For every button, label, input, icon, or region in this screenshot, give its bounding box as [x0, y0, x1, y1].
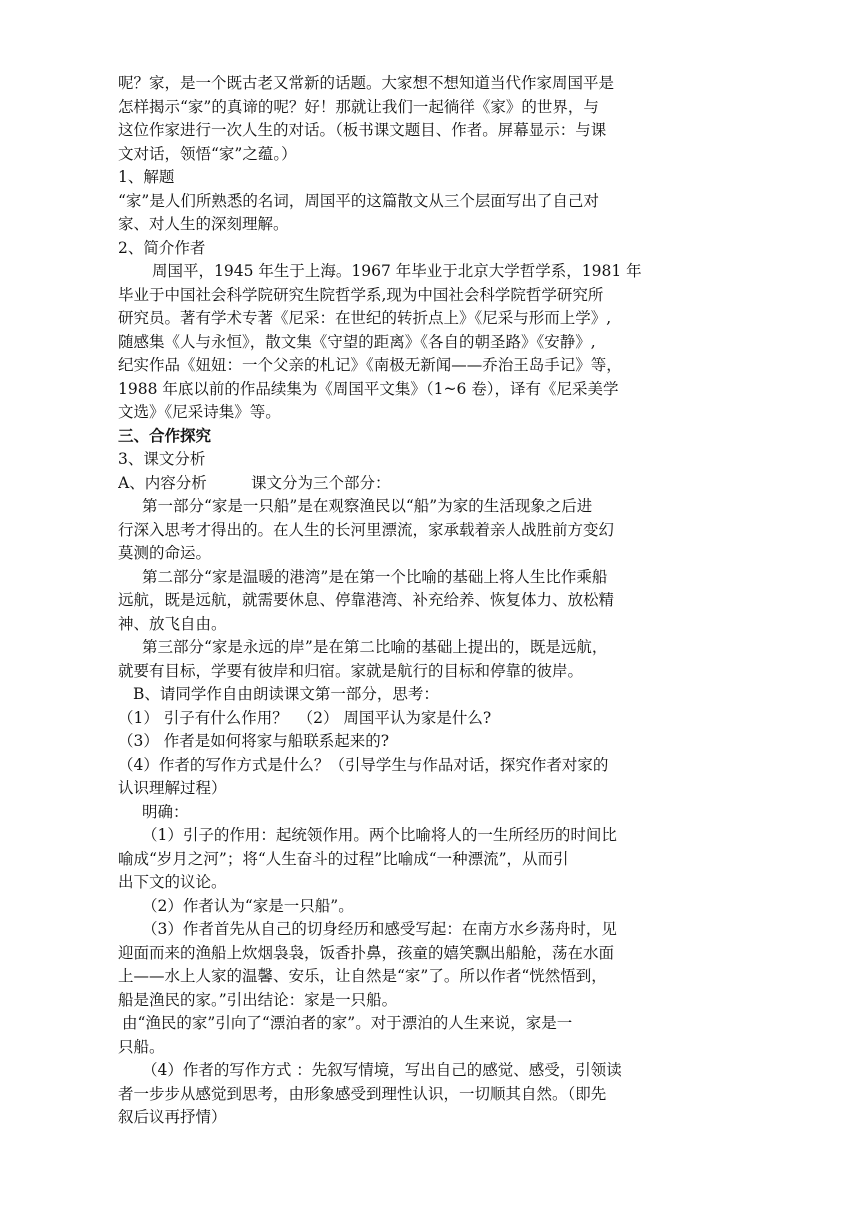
- lesson-plan-text: [118, 72, 740, 1130]
- answer-2: （2）作者认为“家是一只船”。: [142, 896, 354, 915]
- heading-2-author-intro: 2、简介作者: [118, 238, 206, 257]
- heading-1-title-explanation: 1、解题: [118, 168, 175, 186]
- text-line-13: 纪实作品《妞妞：一个父亲的札记》《南极无新闻——乔治王岛手记》等，: [118, 356, 622, 374]
- text-line-31: 认识理解过程）: [118, 779, 227, 797]
- question-3: （3） 作者是如何将家与船联系起来的?: [118, 732, 390, 750]
- text-line-10: 毕业于中国社会科学院研究生院哲学系,现为中国社会科学院哲学研究所: [118, 285, 604, 304]
- answer-1-line-2: 喻成“岁月之河”；将“人生奋斗的过程”比喻成“一种漂流”，从而引: [118, 849, 569, 868]
- answer-label: 明确：: [142, 802, 189, 821]
- text-line-9: 周国平，1945 年生于上海。1967 年毕业于北京大学哲学系，1981 年: [152, 262, 642, 280]
- text-line-15: 文选》《尼采诗集》等。: [118, 403, 281, 421]
- heading-3-text-analysis: 3、课文分析: [118, 450, 206, 468]
- text-line-4: 文对话，领悟“家”之蕴。）: [118, 144, 297, 163]
- text-line-1: 呢？家，是一个既古老又常新的话题。大家想不想知道当代作家周国平是: [118, 74, 615, 92]
- answer-1-line-3: 出下文的议论。: [118, 873, 227, 891]
- text-line-12: 随感集《人与永恒》，散文集《守望的距离》《各自的朝圣路》《安静》,: [118, 332, 596, 351]
- text-line-41: 由“渔民的家”引向了“漂泊者的家”。对于漂泊的人生来说，家是一: [122, 1014, 573, 1032]
- heading-b-reading-task: B、请同学作自由朗读课文第一部分，思考：: [133, 685, 439, 703]
- text-line-11: 研究员。著有学术专著《尼采：在世纪的转折点上》《尼采与形而上学》,: [118, 309, 612, 327]
- text-line-7: 家、对人生的深刻理解。: [118, 215, 289, 233]
- text-line-2: 怎样揭示“家”的真谛的呢？好！那就让我们一起徜徉《家》的世界，与: [118, 97, 599, 116]
- answer-3-line-1: （3）作者首先从自己的切身经历和感受写起：在南方水乡荡舟时，见: [142, 920, 617, 938]
- question-1-2: （1） 引子有什么作用？ （2） 周国平认为家是什么?: [118, 708, 492, 727]
- answer-1-line-1: （1）引子的作用：起统领作用。两个比喻将人的一生所经历的时间比: [142, 826, 617, 844]
- text-line-42: 只船。: [118, 1037, 165, 1056]
- answer-3-line-4: 船是渔民的家。”引出结论：家是一只船。: [118, 990, 398, 1009]
- answer-3-line-2: 迎面而来的渔船上炊烟袅袅，饭香扑鼻，孩童的嬉笑飘出船舱，荡在水面: [118, 943, 615, 962]
- text-line-19: 第一部分“家是一只船”是在观察渔民以“船”为家的生活现象之后进: [142, 497, 593, 515]
- answer-3-line-3: 上——水上人家的温馨、安乐，让自然是“家”了。所以作者“恍然悟到，: [118, 967, 607, 985]
- heading-a-content-analysis: A、内容分析 课文分为三个部分：: [118, 473, 391, 492]
- text-line-3: 这位作家进行一次人生的对话。（板书课文题目、作者。屏幕显示：与课: [118, 121, 607, 139]
- section-heading-cooperative-inquiry: 三、合作探究: [118, 426, 212, 445]
- answer-4-line-2: 者一步步从感觉到思考，由形象感受到理性认识，一切顺其自然。（即先: [118, 1084, 607, 1103]
- text-line-6: “家”是人们所熟悉的名词，周国平的这篇散文从三个层面写出了自己对: [118, 191, 599, 210]
- text-line-25: 第三部分“家是永远的岸”是在第二比喻的基础上提出的，既是远航，: [142, 638, 608, 656]
- text-line-20: 行深入思考才得出的。在人生的长河里漂流，家承载着亲人战胜前方变幻: [118, 520, 615, 539]
- text-line-14: 1988 年底以前的作品续集为《周国平文集》（1~6 卷），译有《尼采美学: [118, 379, 619, 398]
- question-4: （4）作者的写作方式是什么？（引导学生与作品对话，探究作者对家的: [118, 755, 609, 774]
- text-line-22: 第二部分“家是温暖的港湾”是在第一个比喻的基础上将人生比作乘船: [142, 567, 608, 586]
- text-line-24: 神、放飞自由。: [118, 614, 227, 633]
- answer-4-line-1: （4）作者的写作方式 ：先叙写情境，写出自己的感觉、感受，引领读: [142, 1061, 622, 1079]
- text-line-21: 莫测的命运。: [118, 544, 212, 562]
- answer-4-line-3: 叙后议再抒情）: [118, 1108, 227, 1126]
- text-line-23: 远航，既是远航，就需要休息、停靠港湾、补充给养、恢复体力、放松精: [118, 591, 615, 609]
- text-line-26: 就要有目标，学要有彼岸和归宿。家就是航行的目标和停靠的彼岸。: [118, 661, 584, 680]
